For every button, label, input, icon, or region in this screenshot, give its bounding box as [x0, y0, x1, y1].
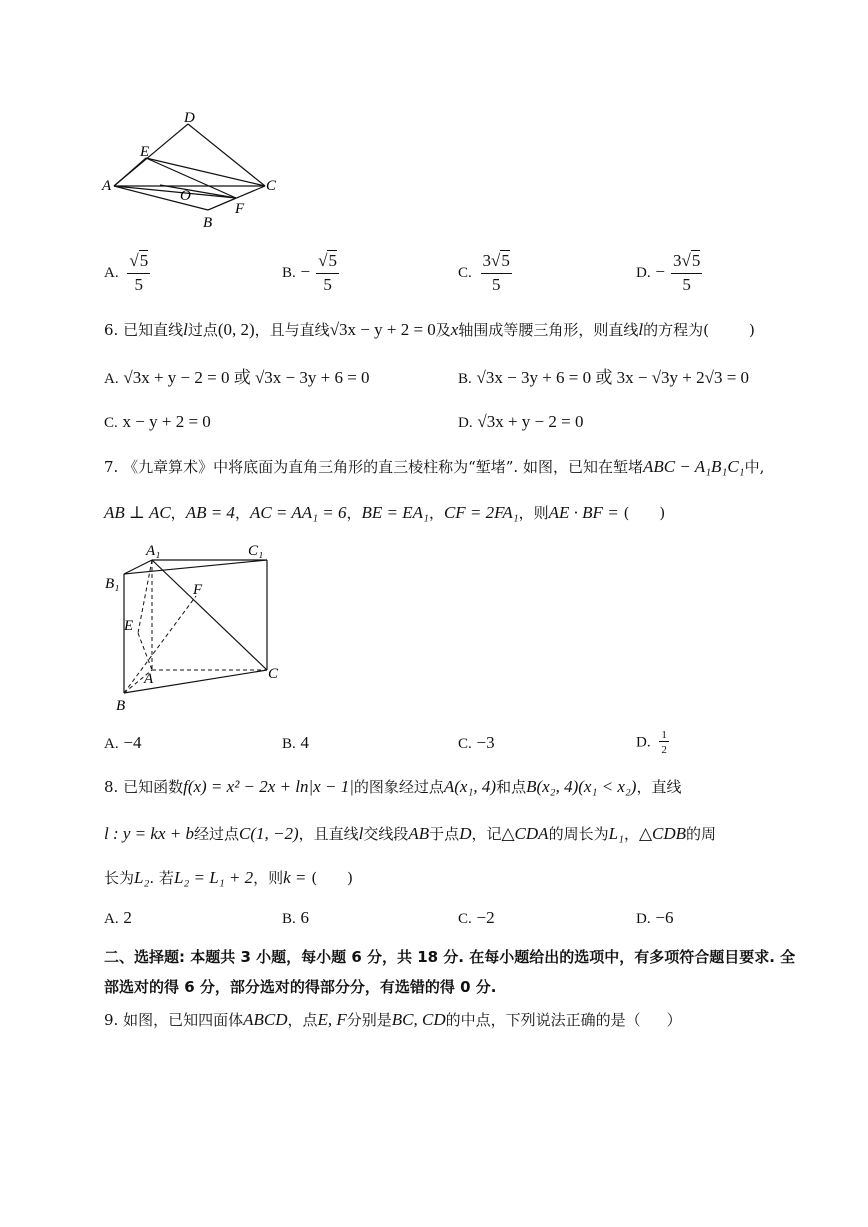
- q9-stem: 9. 如图，已知四面体ABCD，点E, F分别是BC, CD的中点，下列说法正确的是（ ）: [104, 1010, 682, 1029]
- q8-option-d: D. −6: [636, 908, 674, 927]
- label-B1: B₁: [105, 576, 120, 592]
- q6-option-b: B. √3x − 3y + 6 = 0 或 3x − √3y + 2√3 = 0: [458, 368, 750, 387]
- label-E: E: [140, 144, 150, 160]
- q5-option-a: A. $\frac{√5}{5}$: [104, 251, 149, 294]
- q8-stem-line3: 长为L₂. 若L₂ = L₁ + 2，则k = ( ): [104, 868, 353, 887]
- q8-option-a: A. 2: [104, 908, 132, 927]
- label-A: A: [144, 671, 154, 687]
- q7-option-d: D. $\frac{1}{2}$: [636, 729, 667, 757]
- q6-option-a: A. √3x + y − 2 = 0 或 √3x − 3y + 6 = 0: [104, 368, 370, 387]
- label-E: E: [124, 618, 134, 634]
- q8-stem-line1: 8. 已知函数f(x) = x² − 2x + ln|x − 1|的图象经过点A(x₁, 4)和点B(x₂, 4)(x₁ < x₂)，直线: [104, 777, 682, 796]
- label-A: A: [102, 178, 112, 194]
- label-C: C: [266, 178, 277, 194]
- q7-option-b: B. 4: [282, 733, 310, 752]
- q8-option-c: C. −2: [458, 908, 495, 927]
- q8-stem-line2: l : y = kx + b经过点C(1, −2)，且直线l交线段AB于点D，记△CDA的周长为L₁，△CDB的周: [104, 824, 717, 843]
- q5-option-b: B. − $\frac{√5}{5}$: [282, 251, 337, 294]
- label-C: C: [268, 666, 279, 682]
- q5-option-d: D. − $\frac{3√5}{5}$: [636, 251, 701, 294]
- figure-q5-diagram: [100, 110, 290, 235]
- q7-stem-line1: 7. 《九章算术》中将底面为直角三角形的直三棱柱称为“堑堵”. 如图，已知在堑堵ABC − A₁B₁C₁中,: [104, 457, 765, 476]
- label-F: F: [193, 582, 203, 598]
- q7-option-a: A. −4: [104, 733, 142, 752]
- label-D: D: [184, 110, 195, 126]
- label-F: F: [235, 201, 245, 217]
- figure-q7-prism: [100, 538, 300, 716]
- q8-option-b: B. 6: [282, 908, 310, 927]
- q6-stem: 6. 已知直线l过点(0, 2)，且与直线√3x − y + 2 = 0及x轴围成等腰三角形，则直线l的方程为( ): [104, 320, 755, 339]
- q7-option-c: C. −3: [458, 733, 495, 752]
- q5-option-c: C. $\frac{3√5}{5}$: [458, 251, 510, 294]
- label-A1: A₁: [146, 543, 161, 559]
- q6-option-c: C. x − y + 2 = 0: [104, 412, 211, 431]
- label-C1: C₁: [248, 543, 264, 559]
- section-2-heading-line1: 二、选择题: 本题共 3 小题，每小题 6 分，共 18 分. 在每小题给出的选项中，有多项符合题目要求. 全: [104, 948, 796, 966]
- q6-option-d: D. √3x + y − 2 = 0: [458, 412, 584, 431]
- label-B: B: [116, 698, 126, 714]
- label-O: O: [180, 188, 191, 204]
- q7-stem-line2: AB ⊥ AC，AB = 4，AC = AA₁ = 6，BE = EA₁，CF = 2FA₁，则AE · BF = ( ): [104, 503, 666, 522]
- section-2-heading-line2: 部选对的得 6 分，部分选对的得部分分，有选错的得 0 分.: [104, 978, 497, 996]
- label-B: B: [203, 215, 213, 231]
